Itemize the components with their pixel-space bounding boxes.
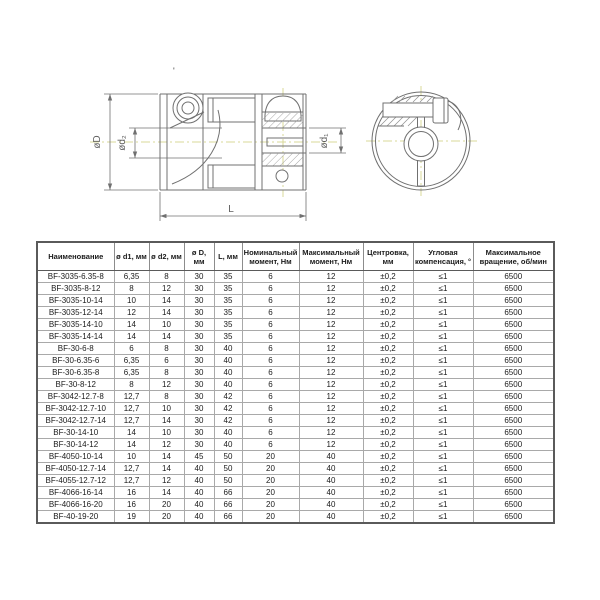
table-cell: 20 [242, 463, 299, 475]
table-row [37, 367, 554, 379]
table-cell: 30 [184, 319, 214, 331]
table-cell: 12 [299, 439, 363, 451]
table-cell: 6 [242, 415, 299, 427]
table-cell: 40 [214, 439, 242, 451]
table-cell: 20 [149, 511, 184, 524]
table-cell: 10 [149, 319, 184, 331]
table-cell: 14 [149, 295, 184, 307]
table-cell: 40 [214, 355, 242, 367]
table-cell: 30 [184, 343, 214, 355]
table-cell: 35 [214, 295, 242, 307]
clamp-screw-top-icon [173, 93, 203, 123]
table-cell: ≤1 [413, 391, 473, 403]
table-cell: ≤1 [413, 271, 473, 283]
table-cell: 6 [242, 367, 299, 379]
table-row [37, 283, 554, 295]
table-cell: 20 [242, 499, 299, 511]
table-cell: 12 [299, 343, 363, 355]
table-cell: 30 [184, 403, 214, 415]
hatch-band-top [262, 113, 303, 128]
table-row [37, 295, 554, 307]
table-cell: 8 [114, 283, 149, 295]
table-row [37, 403, 554, 415]
stray-mark: ' [173, 66, 175, 76]
table-row [37, 355, 554, 367]
table-cell: 12 [299, 415, 363, 427]
table-cell: ±0,2 [363, 283, 413, 295]
column-header: Максимальное вращение, об/мин [473, 242, 554, 271]
table-cell: 6 [242, 355, 299, 367]
table-cell: 30 [184, 355, 214, 367]
table-cell: BF-30-8-12 [37, 379, 114, 391]
table-cell: 12,7 [114, 403, 149, 415]
table-cell: 10 [149, 427, 184, 439]
table-cell: 42 [214, 391, 242, 403]
table-cell: ±0,2 [363, 307, 413, 319]
column-header: ø d2, мм [149, 242, 184, 271]
table-cell: 30 [184, 415, 214, 427]
table-cell: 6500 [473, 295, 554, 307]
table-cell: 6500 [473, 511, 554, 524]
table-cell: 6 [149, 355, 184, 367]
column-header: Наименование [37, 242, 114, 271]
table-cell: 30 [184, 295, 214, 307]
table-row [37, 439, 554, 451]
table-cell: ≤1 [413, 343, 473, 355]
table-cell: BF-30-14-10 [37, 427, 114, 439]
table-cell: ≤1 [413, 331, 473, 343]
table-cell: 6 [242, 319, 299, 331]
table-cell: 20 [242, 451, 299, 463]
table-cell: 35 [214, 319, 242, 331]
table-cell: 12 [299, 271, 363, 283]
table-cell: 30 [184, 427, 214, 439]
table-cell: ±0,2 [363, 403, 413, 415]
hatch-band-bottom [262, 153, 303, 166]
table-cell: BF-30-14-12 [37, 439, 114, 451]
table-cell: 42 [214, 415, 242, 427]
table-cell: 6 [114, 343, 149, 355]
table-cell: BF-3035-6.35-8 [37, 271, 114, 283]
table-cell: 40 [299, 463, 363, 475]
table-cell: 12 [299, 319, 363, 331]
table-cell: BF-3035-14-10 [37, 319, 114, 331]
column-header: L, мм [214, 242, 242, 271]
table-cell: 16 [114, 499, 149, 511]
table-cell: ±0,2 [363, 355, 413, 367]
table-cell: BF-4066-16-14 [37, 487, 114, 499]
table-cell: 6500 [473, 379, 554, 391]
column-header: Номинальный момент, Нм [242, 242, 299, 271]
table-cell: 35 [214, 307, 242, 319]
table-cell: ±0,2 [363, 379, 413, 391]
table-cell: BF-3042-12.7-10 [37, 403, 114, 415]
table-row [37, 331, 554, 343]
table-cell: 12,7 [114, 463, 149, 475]
table-cell: ≤1 [413, 403, 473, 415]
table-cell: 10 [114, 451, 149, 463]
dimension-label-dia-d1: ød₁ [319, 133, 330, 149]
column-header: Угловая компенсация, ° [413, 242, 473, 271]
table-row [37, 463, 554, 475]
table-cell: ±0,2 [363, 295, 413, 307]
table-cell: BF-3035-8-12 [37, 283, 114, 295]
table-cell: 66 [214, 511, 242, 524]
table-cell: ±0,2 [363, 271, 413, 283]
table-cell: 14 [114, 319, 149, 331]
table-cell: ±0,2 [363, 451, 413, 463]
table-cell: 30 [184, 379, 214, 391]
table-cell: 10 [149, 403, 184, 415]
table-cell: BF-30-6-8 [37, 343, 114, 355]
table-row [37, 511, 554, 524]
table-cell: 40 [214, 427, 242, 439]
table-cell: 35 [214, 283, 242, 295]
table-row [37, 475, 554, 487]
table-cell: ±0,2 [363, 319, 413, 331]
table-cell: ≤1 [413, 487, 473, 499]
table-cell: 14 [114, 427, 149, 439]
table-cell: 6,35 [114, 355, 149, 367]
table-row [37, 415, 554, 427]
table-cell: 6500 [473, 355, 554, 367]
table-cell: 19 [114, 511, 149, 524]
table-cell: 6500 [473, 367, 554, 379]
table-cell: 6500 [473, 499, 554, 511]
table-cell: 12 [299, 403, 363, 415]
column-header: ø D, мм [184, 242, 214, 271]
table-row [37, 379, 554, 391]
header-row [37, 242, 554, 271]
table-cell: 20 [242, 487, 299, 499]
table-cell: ≤1 [413, 463, 473, 475]
table-cell: 12 [299, 379, 363, 391]
table-row [37, 391, 554, 403]
table-row [37, 307, 554, 319]
table-cell: BF-3042-12.7-8 [37, 391, 114, 403]
table-cell: 12 [299, 391, 363, 403]
coupling-spec-table [36, 241, 555, 524]
table-row [37, 487, 554, 499]
table-cell: 45 [184, 451, 214, 463]
table-cell: 42 [214, 403, 242, 415]
table-cell: 40 [184, 499, 214, 511]
table-cell: 6500 [473, 271, 554, 283]
table-cell: 30 [184, 271, 214, 283]
table-cell: 20 [242, 475, 299, 487]
table-cell: ±0,2 [363, 463, 413, 475]
table-cell: BF-3035-10-14 [37, 295, 114, 307]
table-cell: ≤1 [413, 499, 473, 511]
table-cell: 40 [184, 511, 214, 524]
table-cell: 6 [242, 271, 299, 283]
table-row [37, 499, 554, 511]
table-cell: 12 [149, 475, 184, 487]
table-cell: ≤1 [413, 415, 473, 427]
table-cell: 50 [214, 463, 242, 475]
table-cell: ≤1 [413, 283, 473, 295]
column-header: ø d1, мм [114, 242, 149, 271]
table-cell: 16 [114, 487, 149, 499]
dimension-label-dia-D: øD [92, 135, 103, 149]
table-row [37, 343, 554, 355]
table-cell: 6 [242, 439, 299, 451]
column-header: Центровка, мм [363, 242, 413, 271]
table-cell: 6500 [473, 343, 554, 355]
table-cell: 6 [242, 403, 299, 415]
table-cell: 6 [242, 283, 299, 295]
table-cell: 14 [149, 307, 184, 319]
table-cell: ≤1 [413, 451, 473, 463]
bore-outer-circle [404, 127, 438, 161]
table-cell: 12 [299, 427, 363, 439]
table-cell: 6500 [473, 403, 554, 415]
table-cell: 14 [149, 451, 184, 463]
table-cell: 6 [242, 295, 299, 307]
table-cell: 30 [184, 439, 214, 451]
end-view-coupling [366, 86, 477, 196]
table-cell: 40 [214, 343, 242, 355]
table-cell: ≤1 [413, 367, 473, 379]
table-cell: BF-4050-10-14 [37, 451, 114, 463]
table-cell: 6500 [473, 415, 554, 427]
table-row [37, 271, 554, 283]
table-cell: 40 [299, 487, 363, 499]
table-cell: 12 [149, 379, 184, 391]
table-cell: 14 [149, 487, 184, 499]
table-cell: 40 [299, 499, 363, 511]
table-cell: ≤1 [413, 379, 473, 391]
table-cell: 14 [149, 331, 184, 343]
table-cell: 12 [149, 283, 184, 295]
table-cell: 40 [184, 487, 214, 499]
table-cell: 6500 [473, 439, 554, 451]
table-cell: BF-30-6.35-6 [37, 355, 114, 367]
table-cell: ≤1 [413, 475, 473, 487]
table-cell: 35 [214, 331, 242, 343]
table-cell: BF-4066-16-20 [37, 499, 114, 511]
table-cell: 20 [242, 511, 299, 524]
table-cell: 8 [149, 343, 184, 355]
table-cell: 12 [299, 355, 363, 367]
table-cell: 40 [299, 511, 363, 524]
table-cell: 14 [149, 463, 184, 475]
table-cell: 6500 [473, 487, 554, 499]
table-cell: ±0,2 [363, 367, 413, 379]
table-cell: 6500 [473, 283, 554, 295]
table-cell: 10 [114, 295, 149, 307]
table-cell: ±0,2 [363, 343, 413, 355]
table-cell: 6 [242, 379, 299, 391]
table-cell: 40 [184, 463, 214, 475]
table-cell: 30 [184, 331, 214, 343]
table-row [37, 451, 554, 463]
table-cell: 12 [299, 307, 363, 319]
table-cell: 6 [242, 427, 299, 439]
table-cell: 12 [299, 331, 363, 343]
table-cell: 6,35 [114, 271, 149, 283]
table-cell: 40 [184, 475, 214, 487]
table-cell: 12 [114, 307, 149, 319]
table-cell: BF-4055-12.7-12 [37, 475, 114, 487]
table-cell: ±0,2 [363, 331, 413, 343]
table-cell: 30 [184, 307, 214, 319]
column-header: Максимальный момент, Нм [299, 242, 363, 271]
table-cell: 50 [214, 475, 242, 487]
screw-hole [276, 170, 288, 182]
spider-slot-top [208, 98, 255, 122]
table-cell: ≤1 [413, 427, 473, 439]
table-cell: ±0,2 [363, 511, 413, 524]
table-cell: 20 [149, 499, 184, 511]
table-cell: 6500 [473, 427, 554, 439]
spider-slot-bottom [208, 165, 255, 188]
table-cell: 12 [299, 367, 363, 379]
table-cell: ±0,2 [363, 499, 413, 511]
table-cell: 6500 [473, 451, 554, 463]
table-cell: 66 [214, 487, 242, 499]
table-cell: 12 [149, 439, 184, 451]
table-cell: 6500 [473, 463, 554, 475]
table-cell: 8 [149, 271, 184, 283]
table-cell: BF-3042-12.7-14 [37, 415, 114, 427]
table-cell: 12 [299, 283, 363, 295]
table-cell: 6500 [473, 391, 554, 403]
table-cell: ±0,2 [363, 427, 413, 439]
table-body [37, 271, 554, 524]
table-cell: 6500 [473, 331, 554, 343]
dimension-label-dia-d2: ød₂ [117, 135, 128, 151]
table-row [37, 427, 554, 439]
table-cell: 6,35 [114, 367, 149, 379]
table-cell: 12,7 [114, 415, 149, 427]
table-cell: BF-4050-12.7-14 [37, 463, 114, 475]
table-row [37, 319, 554, 331]
table-cell: ≤1 [413, 511, 473, 524]
table-cell: 6 [242, 343, 299, 355]
table-cell: ≤1 [413, 295, 473, 307]
table-cell: 30 [184, 283, 214, 295]
table-cell: BF-30-6.35-8 [37, 367, 114, 379]
table-cell: ≤1 [413, 319, 473, 331]
table-head [37, 242, 554, 271]
table-cell: 12,7 [114, 391, 149, 403]
table-cell: BF-3035-12-14 [37, 307, 114, 319]
table-cell: 40 [214, 367, 242, 379]
table-cell: 8 [114, 379, 149, 391]
table-cell: ±0,2 [363, 439, 413, 451]
table-cell: 6 [242, 307, 299, 319]
table-cell: 6500 [473, 307, 554, 319]
table-cell: 50 [214, 451, 242, 463]
table-cell: 6 [242, 331, 299, 343]
table-cell: ≤1 [413, 355, 473, 367]
table-cell: 14 [114, 439, 149, 451]
table-cell: 40 [299, 451, 363, 463]
table-cell: ±0,2 [363, 415, 413, 427]
table-cell: 6500 [473, 475, 554, 487]
table-cell: 35 [214, 271, 242, 283]
table-cell: 12,7 [114, 475, 149, 487]
table-cell: 30 [184, 391, 214, 403]
table-cell: 12 [299, 295, 363, 307]
table-cell: 40 [214, 379, 242, 391]
table-cell: 8 [149, 391, 184, 403]
table-cell: BF-40-19-20 [37, 511, 114, 524]
table-cell: 66 [214, 499, 242, 511]
table-cell: 14 [149, 415, 184, 427]
table-cell: ±0,2 [363, 391, 413, 403]
table-cell: 40 [299, 475, 363, 487]
table-cell: ≤1 [413, 307, 473, 319]
table-cell: ±0,2 [363, 487, 413, 499]
table-cell: BF-3035-14-14 [37, 331, 114, 343]
table-cell: 30 [184, 367, 214, 379]
dimension-label-length-L: L [228, 204, 234, 215]
table-cell: 6 [242, 391, 299, 403]
table-cell: 8 [149, 367, 184, 379]
table-cell: ±0,2 [363, 475, 413, 487]
table-cell: 14 [114, 331, 149, 343]
table-cell: 6500 [473, 319, 554, 331]
technical-drawing [0, 0, 600, 240]
table-cell: ≤1 [413, 439, 473, 451]
